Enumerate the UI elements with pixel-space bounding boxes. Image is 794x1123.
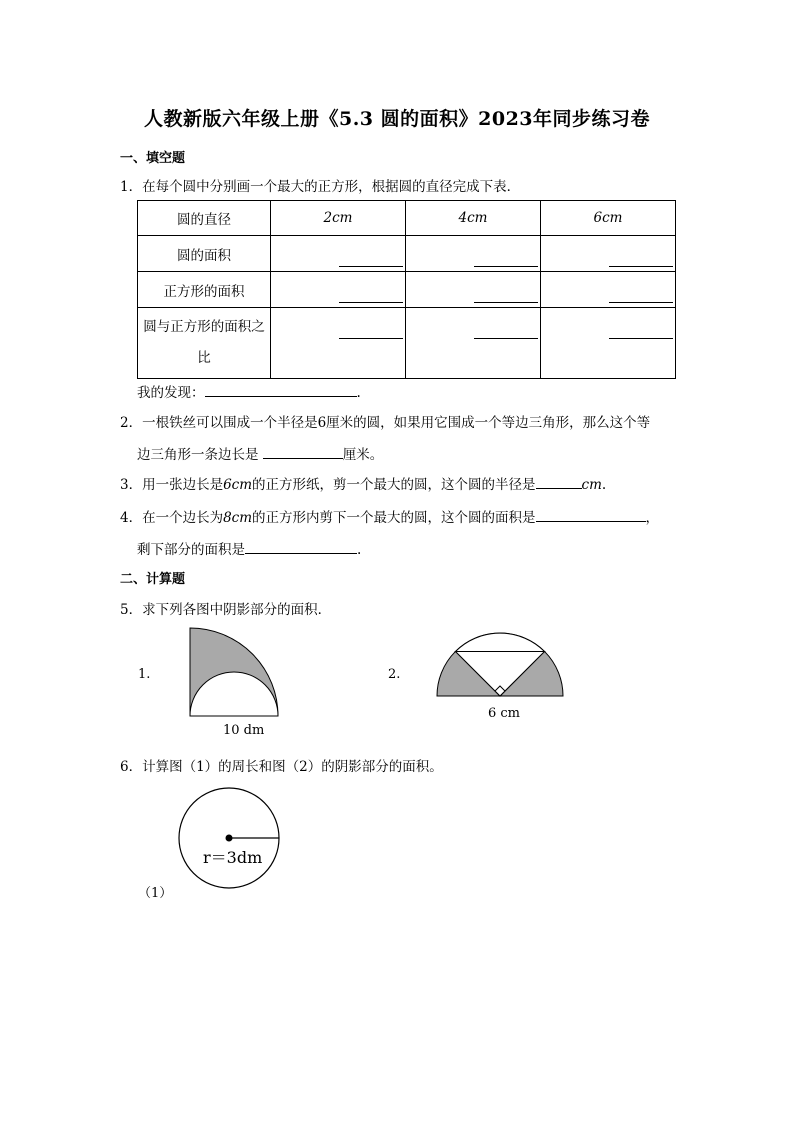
- answer-blank[interactable]: [263, 444, 343, 459]
- table-row: [138, 308, 676, 379]
- figure-circle: [170, 780, 290, 900]
- question-text: 厘米。: [342, 447, 384, 463]
- answer-blank[interactable]: [609, 288, 673, 303]
- question-text: 的正方形内剪下一个最大的圆，这个圆的面积是: [252, 510, 536, 526]
- table-row-label: 正方形的面积: [138, 272, 271, 308]
- question-text: 求下列各图中阴影部分的面积．: [142, 602, 332, 618]
- question-1: [120, 175, 520, 195]
- figure-2-dimension: 6 cm: [488, 706, 521, 721]
- answer-cell[interactable]: [541, 308, 676, 379]
- question-text: 边三角形一条边长是: [137, 447, 259, 463]
- answer-blank[interactable]: [536, 474, 582, 489]
- figure-1-dimension: 10 dm: [223, 723, 265, 738]
- table-header-cell: 4cm: [406, 201, 541, 236]
- answer-cell[interactable]: [271, 236, 406, 272]
- punctuation: .: [356, 385, 361, 401]
- center-point: [226, 835, 233, 842]
- question-text: 在一个边长为: [142, 510, 224, 526]
- punctuation: ，: [645, 510, 660, 526]
- question-4-line-2: [137, 538, 361, 558]
- answer-cell[interactable]: [541, 236, 676, 272]
- section-heading-calculation: 二、计算题: [120, 572, 186, 587]
- answer-cell[interactable]: [406, 308, 541, 379]
- question-number: 4．: [120, 510, 143, 526]
- answer-blank[interactable]: [339, 288, 403, 303]
- question-5: [120, 598, 331, 618]
- answer-cell[interactable]: [406, 236, 541, 272]
- question-4: [120, 506, 659, 526]
- question-2-line-2: [137, 443, 383, 463]
- question-text: 用一张边长是: [142, 477, 224, 493]
- answer-blank[interactable]: [536, 507, 646, 522]
- question-text: 计算图（1）的周长和图（2）的阴影部分的面积。: [142, 759, 443, 775]
- answer-blank[interactable]: [474, 324, 538, 339]
- question-text: 的正方形纸，剪一个最大的圆，这个圆的半径是: [252, 477, 536, 493]
- question-text: 剩下部分的面积是: [137, 542, 245, 558]
- finding-line: [137, 381, 361, 401]
- question-number: 1．: [120, 179, 143, 195]
- answer-cell[interactable]: [406, 272, 541, 308]
- answer-cell[interactable]: [271, 308, 406, 379]
- figure-2-semicircle: [430, 625, 570, 705]
- table-row: [138, 201, 676, 236]
- radius-label: r＝3dm: [203, 848, 263, 867]
- answer-cell[interactable]: [271, 272, 406, 308]
- question-number: 6．: [120, 759, 143, 775]
- punctuation: .: [601, 477, 607, 493]
- answer-blank[interactable]: [245, 539, 357, 554]
- table-header-cell: 2cm: [271, 201, 406, 236]
- unit-text: 6cm: [223, 477, 253, 493]
- answer-cell[interactable]: [541, 272, 676, 308]
- table-row-label: 圆与正方形的面积之比: [138, 308, 271, 379]
- diameter-table: [137, 200, 676, 379]
- question-number: 3．: [120, 477, 143, 493]
- answer-blank[interactable]: [609, 252, 673, 267]
- question-text: 一根铁丝可以围成一个半径是6厘米的圆，如果用它围成一个等边三角形，那么这个等: [142, 415, 651, 431]
- answer-blank[interactable]: [474, 288, 538, 303]
- finding-blank[interactable]: [205, 382, 357, 397]
- question-6: [120, 755, 443, 775]
- unit-text: cm: [581, 477, 602, 493]
- answer-blank[interactable]: [339, 252, 403, 267]
- question-number: 2．: [120, 415, 143, 431]
- table-header-cell: 圆的直径: [138, 201, 271, 236]
- answer-blank[interactable]: [339, 324, 403, 339]
- unit-text: 8cm: [223, 510, 253, 526]
- question-3: [120, 473, 606, 493]
- figure-1-label: 1.: [138, 667, 151, 682]
- table-header-cell: 6cm: [541, 201, 676, 236]
- page-title: 人教新版六年级上册《5.3 圆的面积》2023年同步练习卷: [143, 108, 651, 130]
- question-text: 在每个圆中分别画一个最大的正方形，根据圆的直径完成下表．: [142, 179, 521, 195]
- figure-6-1-label: （1）: [138, 886, 173, 901]
- figure-1-quarter-circle: [180, 620, 290, 730]
- question-2: [120, 411, 650, 431]
- figure-2-label: 2.: [388, 667, 401, 682]
- answer-blank[interactable]: [609, 324, 673, 339]
- answer-blank[interactable]: [474, 252, 538, 267]
- punctuation: .: [357, 542, 362, 558]
- section-heading-fill-in: 一、填空题: [120, 151, 186, 166]
- table-row: [138, 272, 676, 308]
- finding-label: 我的发现：: [137, 385, 205, 401]
- table-row-label: 圆的面积: [138, 236, 271, 272]
- question-number: 5．: [120, 602, 143, 618]
- table-row: [138, 236, 676, 272]
